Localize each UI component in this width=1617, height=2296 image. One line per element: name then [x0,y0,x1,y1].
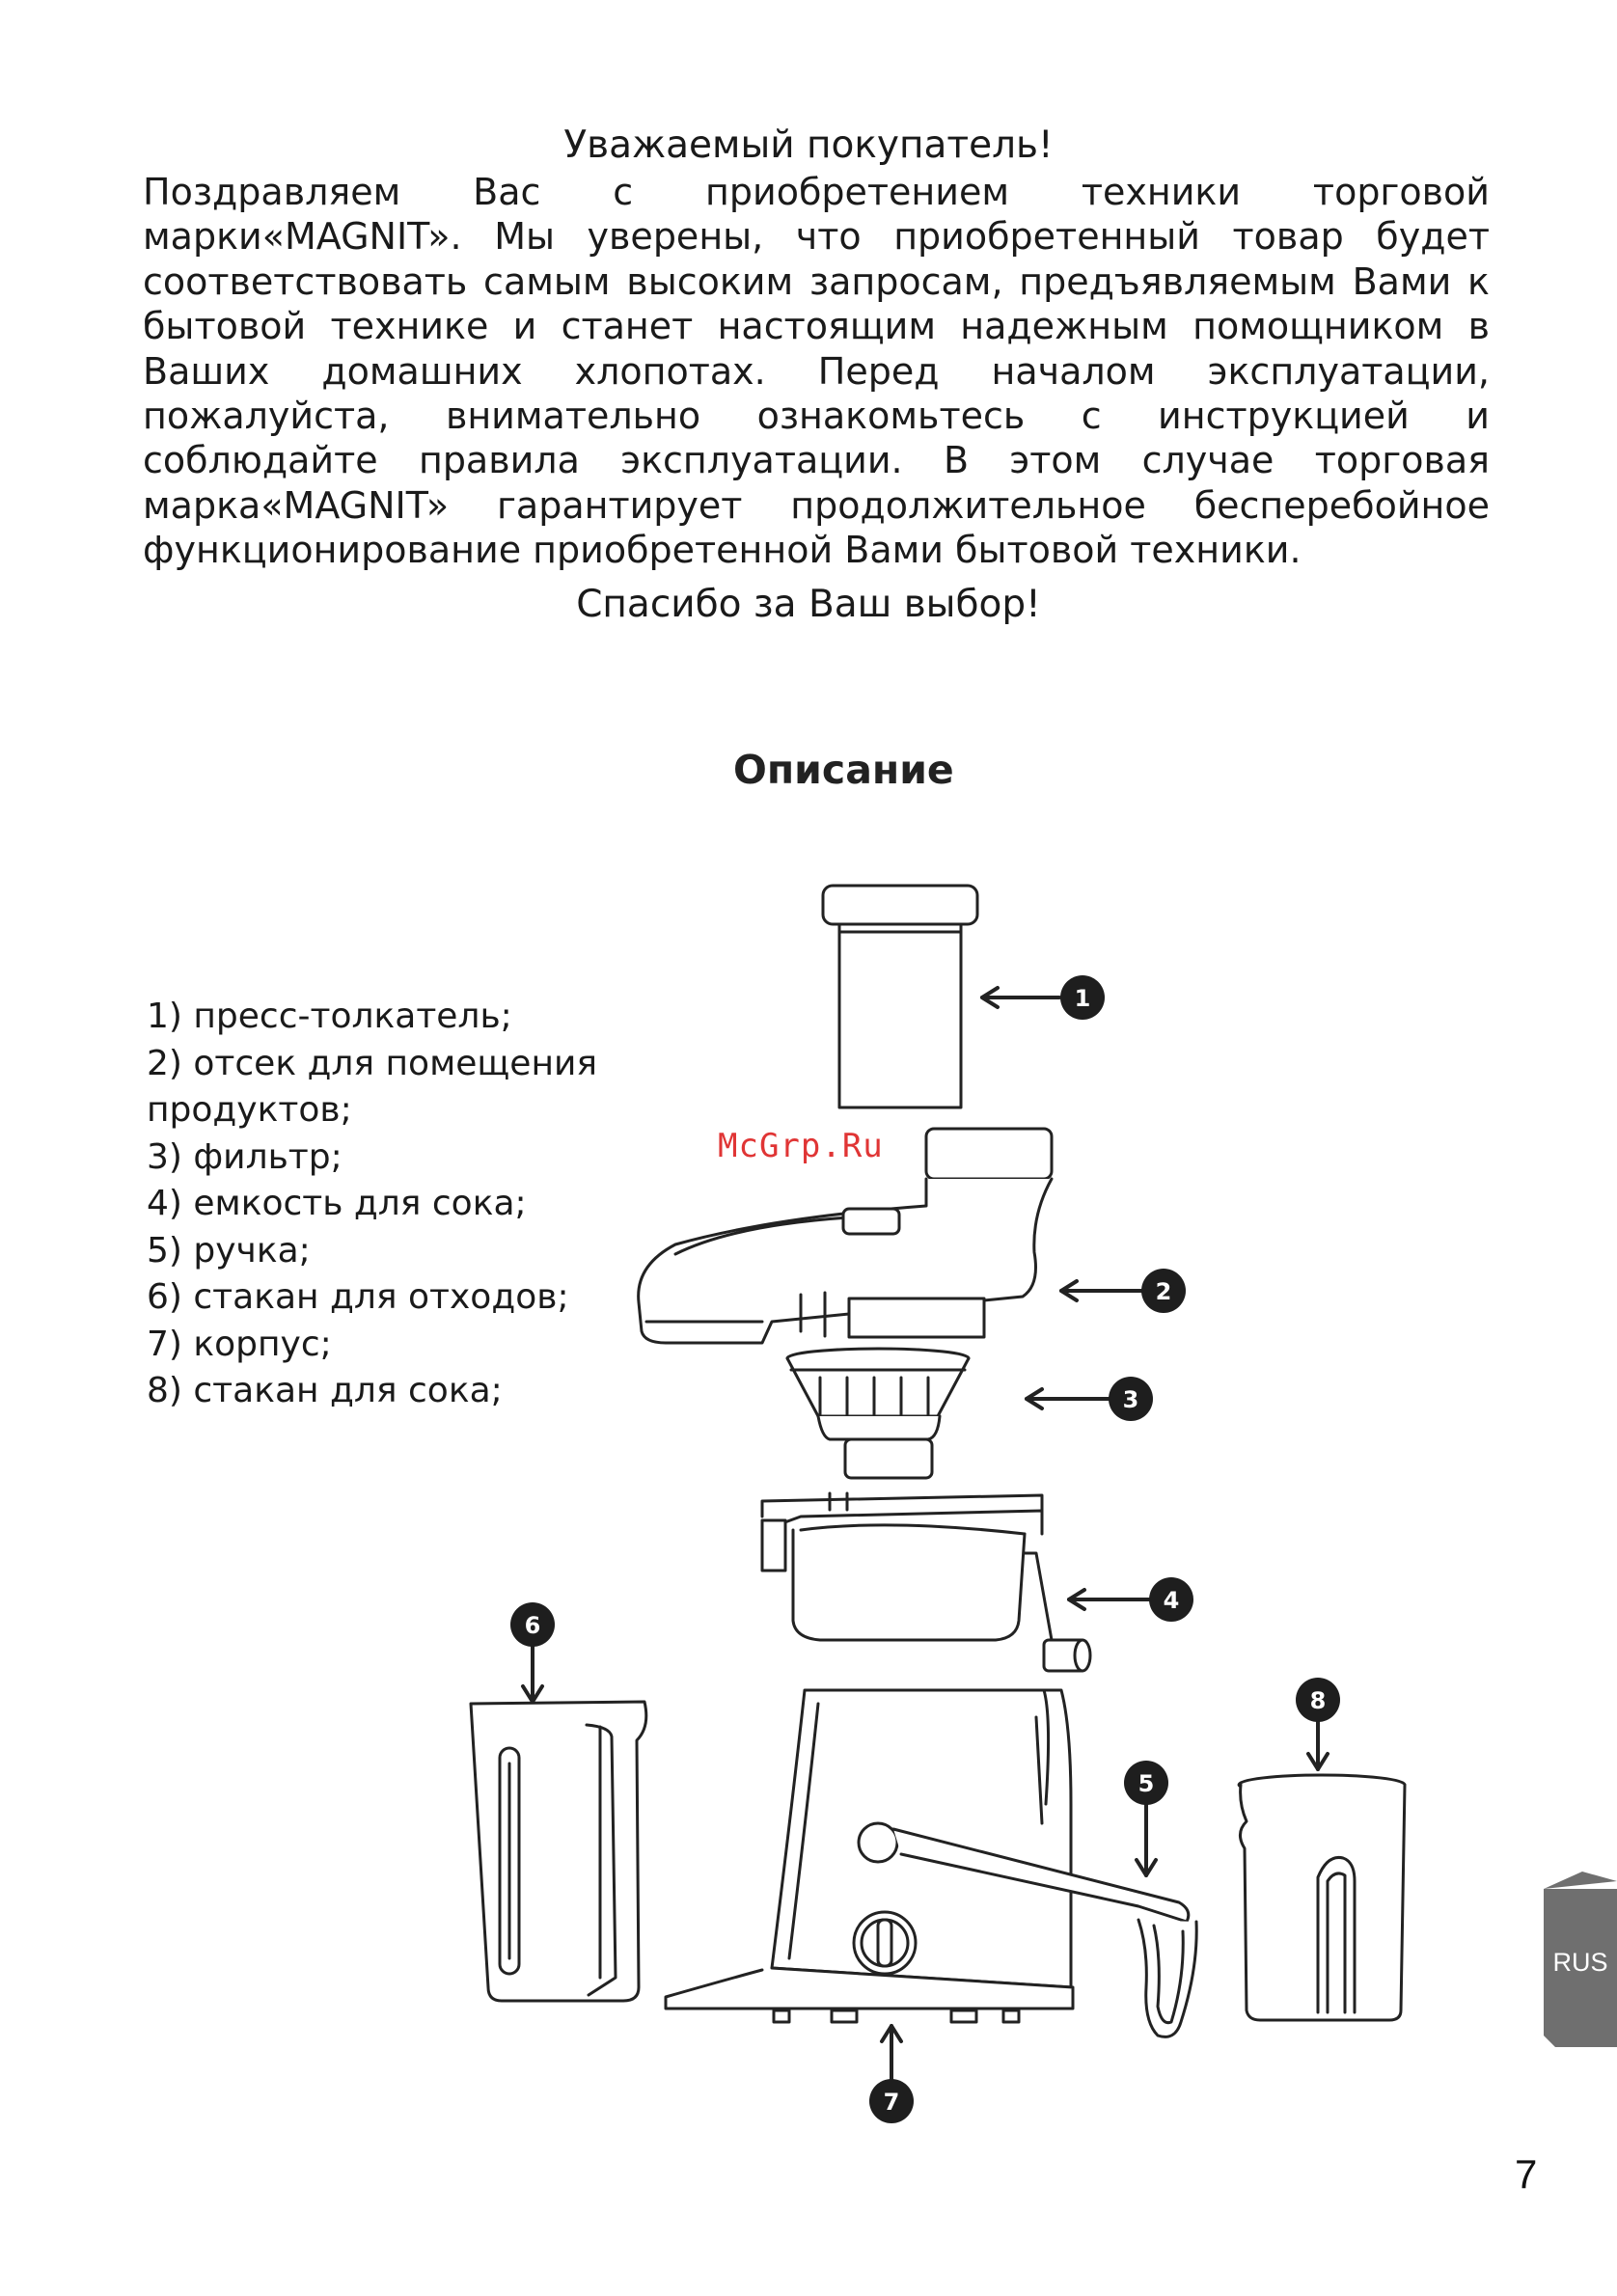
callout-1 [1060,975,1105,1020]
svg-text:4: 4 [1163,1587,1180,1614]
filter-drawing [787,1349,969,1478]
callout-8 [1296,1678,1340,1722]
page-number: 7 [1515,2151,1538,2197]
svg-text:3: 3 [1122,1386,1139,1413]
part-item-4: 4) емкость для сока; [147,1184,527,1223]
section-title: Описание [733,747,954,793]
part-item-6: 6) стакан для отходов; [147,1277,569,1317]
part-item-7: 7) корпус; [147,1324,332,1364]
svg-text:5: 5 [1137,1770,1155,1797]
pusher-drawing [823,886,977,1107]
svg-text:8: 8 [1309,1687,1327,1714]
svg-text:2: 2 [1155,1278,1172,1305]
juice-jug-drawing [1239,1775,1405,2020]
part-item-1: 1) пресс-толкатель; [147,997,512,1036]
part-item-8: 8) стакан для сока; [147,1371,503,1410]
watermark-text: McGrp.Ru [718,1127,884,1165]
greeting-heading: Уважаемый покупатель! [563,123,1054,167]
intro-paragraph: Поздравляем Вас с приобретением техники торговой марки«MAGNIT». Мы уверены, что приобретенный товар будет соответствовать самым высоким запросам, предъявляемым Вами к бытовой технике и станет настоящим надежным помощником в Ваших домашних хлопотах. Перед началом эксплуатации, пожалуйста, внимательно ознакомьтесь с инструкцией и соблюдайте правила эксплуатации. В этом случае торговая марка«MAGNIT» гарантирует продолжительное бесперебойное функционирование приобретенной Вами бытовой техники. [143,171,1490,572]
svg-text:1: 1 [1074,985,1091,1012]
thanks-line: Спасибо за Ваш выбор! [576,583,1041,626]
motor-base-drawing [666,1690,1073,2022]
part-item-5: 5) ручка; [147,1230,311,1271]
callout-5 [1124,1761,1168,1805]
juice-collector-drawing [762,1493,1090,1671]
part-item-3: 3) фильтр; [147,1136,343,1177]
pulp-container-drawing [471,1702,646,2001]
callout-4 [1149,1577,1193,1622]
callout-7 [869,2079,914,2123]
callout-2 [1141,1269,1186,1313]
part-item-2: 2) отсек для помещения продуктов; [147,1043,598,1130]
svg-text:7: 7 [883,2089,900,2116]
language-tab: RUS [1552,1947,1608,1977]
callout-3 [1109,1377,1153,1421]
svg-text:6: 6 [524,1612,541,1639]
callout-6 [510,1602,555,1647]
